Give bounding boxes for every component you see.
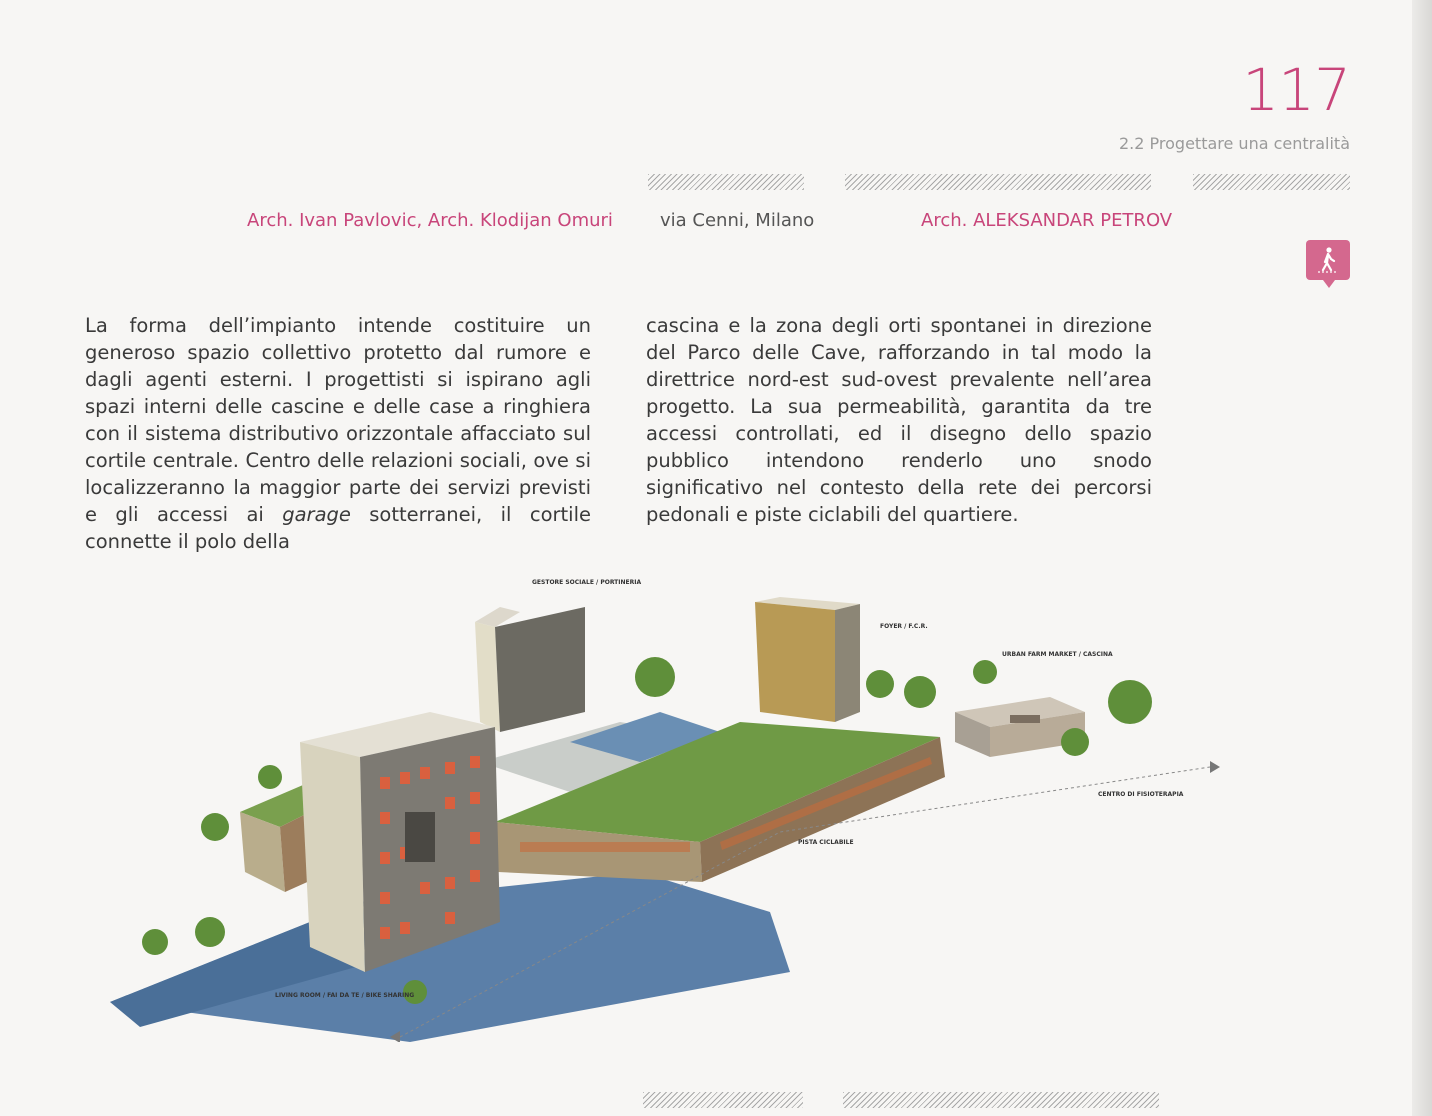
arrow-icon bbox=[1210, 761, 1220, 773]
text-column-right bbox=[646, 312, 1152, 528]
text-column-left bbox=[85, 312, 591, 555]
tutor-credit: Arch. ALEKSANDAR PETROV bbox=[921, 210, 1173, 231]
paragraph-left: La forma dell’impianto intende costituire un generoso spazio collettivo protetto dal rumore e dagli agenti esterni. I progettisti si ispirano agli spazi interni delle cascine e delle case a ringhiera con il sistema distributivo orizzontale affacciato sul cortile centrale. Centro delle relazioni sociali, ove si localizzeranno la maggior parte dei servizi previsti e gli accessi ai garage sotterranei, il cortile connette il polo della bbox=[85, 314, 591, 553]
label-urban-farm: URBAN FARM MARKET / CASCINA bbox=[1002, 651, 1113, 658]
hatch-divider bbox=[1193, 174, 1350, 190]
authors-credit: Arch. Ivan Pavlovic, Arch. Klodijan Omuri bbox=[247, 210, 613, 231]
pedestrian-badge bbox=[1306, 240, 1350, 280]
section-title: 2.2 Progettare una centralità bbox=[1119, 134, 1350, 153]
hatch-divider bbox=[843, 1092, 1159, 1108]
architectural-render bbox=[100, 572, 1230, 1042]
label-gestore: GESTORE SOCIALE / PORTINERIA bbox=[532, 579, 642, 586]
hatch-divider bbox=[643, 1092, 803, 1108]
hatch-divider bbox=[648, 174, 804, 190]
label-living: LIVING ROOM / FAI DA TE / BIKE SHARING bbox=[275, 992, 415, 999]
label-fisioterapia: CENTRO DI FISIOTERAPIA bbox=[1098, 791, 1184, 798]
pedestrian-icon bbox=[1316, 246, 1340, 274]
project-location: via Cenni, Milano bbox=[660, 210, 815, 231]
paragraph-right: cascina e la zona degli orti spontanei in direzione del Parco delle Cave, rafforzando in tal modo la direttrice nord-est sud-ovest prevalente nell’area progetto. La sua permeabilità, garantita da tre accessi controllati, ed il disegno dello spazio pubblico intendono renderlo uno snodo significativo nel contesto della rete dei percorsi pedonali e piste ciclabili del quartiere. bbox=[646, 314, 1152, 526]
hatch-divider bbox=[845, 174, 1151, 190]
label-foyer: FOYER / F.C.R. bbox=[880, 623, 928, 630]
label-pista: PISTA CICLABILE bbox=[798, 839, 854, 846]
page-number: 117 bbox=[1242, 56, 1350, 124]
page-edge bbox=[1412, 0, 1432, 1116]
